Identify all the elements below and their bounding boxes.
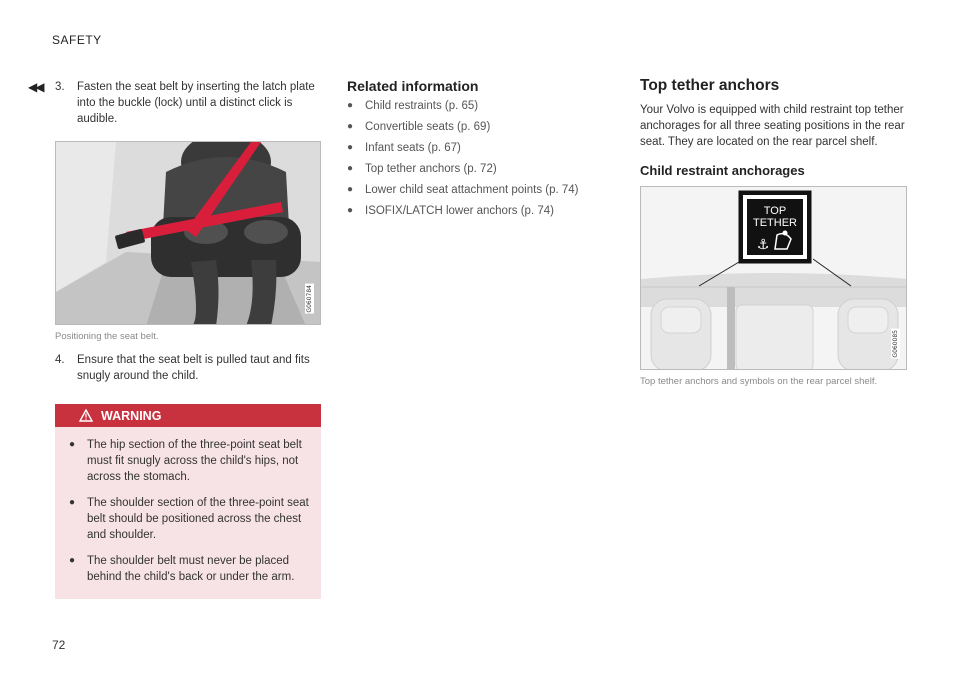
related-heading: Related information	[347, 78, 479, 94]
link-text[interactable]: Top tether anchors (p. 72)	[365, 163, 497, 175]
warning-header	[55, 404, 321, 427]
link-text[interactable]: Lower child seat attachment points (p. 74)	[365, 184, 579, 196]
list-item	[69, 553, 309, 585]
warning-text: The shoulder belt must never be placed behind the child's back or under the arm.	[87, 555, 295, 583]
rear-shelf-photo	[640, 186, 907, 370]
step-text: Fasten the seat belt by inserting the latch plate into the buckle (lock) until a distinct click is audible.	[77, 81, 315, 125]
image-code: G060085	[892, 330, 899, 358]
back-chevrons-icon[interactable]: ◀◀	[28, 80, 43, 94]
related-links	[347, 98, 597, 219]
anchor-icon: ⚓	[756, 237, 770, 253]
left-column	[55, 79, 321, 599]
bullet-icon: ●	[347, 184, 354, 195]
link-text[interactable]: ISOFIX/LATCH lower anchors (p. 74)	[365, 205, 554, 217]
rear-seat-illustration	[641, 187, 907, 370]
bullet-icon: ●	[347, 142, 354, 153]
right-column	[640, 77, 907, 387]
bullet-icon: ●	[347, 205, 354, 216]
bullet-icon: ●	[69, 555, 76, 566]
bullet-icon: ●	[347, 163, 354, 174]
page-number: 72	[52, 638, 66, 652]
section-header: SAFETY	[52, 33, 102, 47]
warning-text: The shoulder section of the three-point seat belt should be positioned across the chest and shoulder.	[87, 497, 309, 541]
link-text[interactable]: Infant seats (p. 67)	[365, 142, 461, 154]
link-text[interactable]: Convertible seats (p. 69)	[365, 121, 491, 133]
warning-title: WARNING	[101, 408, 162, 423]
intro-paragraph: Your Volvo is equipped with child restraint top tether anchorages for all three seating positions in the rear seat. They are located on the rear parcel shelf.	[640, 104, 905, 148]
step-text: Ensure that the seat belt is pulled taut and fits snugly around the child.	[77, 354, 310, 382]
step-number: 4.	[55, 354, 65, 366]
warning-text: The hip section of the three-point seat belt must fit snugly across the child's hips, not across the stomach.	[87, 439, 302, 483]
child-seat-illustration	[56, 142, 321, 325]
related-link[interactable]	[347, 119, 597, 135]
top-tether-heading: Top tether anchors	[640, 77, 780, 94]
seat-belt-photo	[55, 141, 321, 325]
bullet-icon: ●	[69, 439, 76, 450]
image-caption: Top tether anchors and symbols on the rear parcel shelf.	[640, 376, 878, 387]
related-link[interactable]	[347, 140, 597, 156]
bullet-icon: ●	[69, 497, 76, 508]
image-code: G060784	[306, 285, 313, 313]
step-3	[55, 79, 321, 127]
step-4	[55, 352, 321, 384]
bullet-icon: ●	[347, 121, 354, 132]
tether-label: TETHER	[753, 217, 797, 229]
related-link[interactable]	[347, 161, 597, 177]
anchorages-subheading: Child restraint anchorages	[640, 163, 805, 178]
step-number: 3.	[55, 81, 65, 93]
image-caption: Positioning the seat belt.	[55, 331, 159, 342]
related-link[interactable]	[347, 182, 597, 198]
top-label: TOP	[763, 205, 787, 217]
list-item	[69, 495, 309, 543]
middle-column	[347, 78, 597, 224]
list-item	[69, 437, 309, 485]
warning-box	[55, 404, 321, 599]
bullet-icon: ●	[347, 100, 354, 111]
link-text[interactable]: Child restraints (p. 65)	[365, 100, 479, 112]
warning-list	[55, 427, 321, 599]
warning-triangle-icon	[79, 409, 93, 422]
related-link[interactable]	[347, 203, 597, 219]
related-link[interactable]	[347, 98, 597, 114]
